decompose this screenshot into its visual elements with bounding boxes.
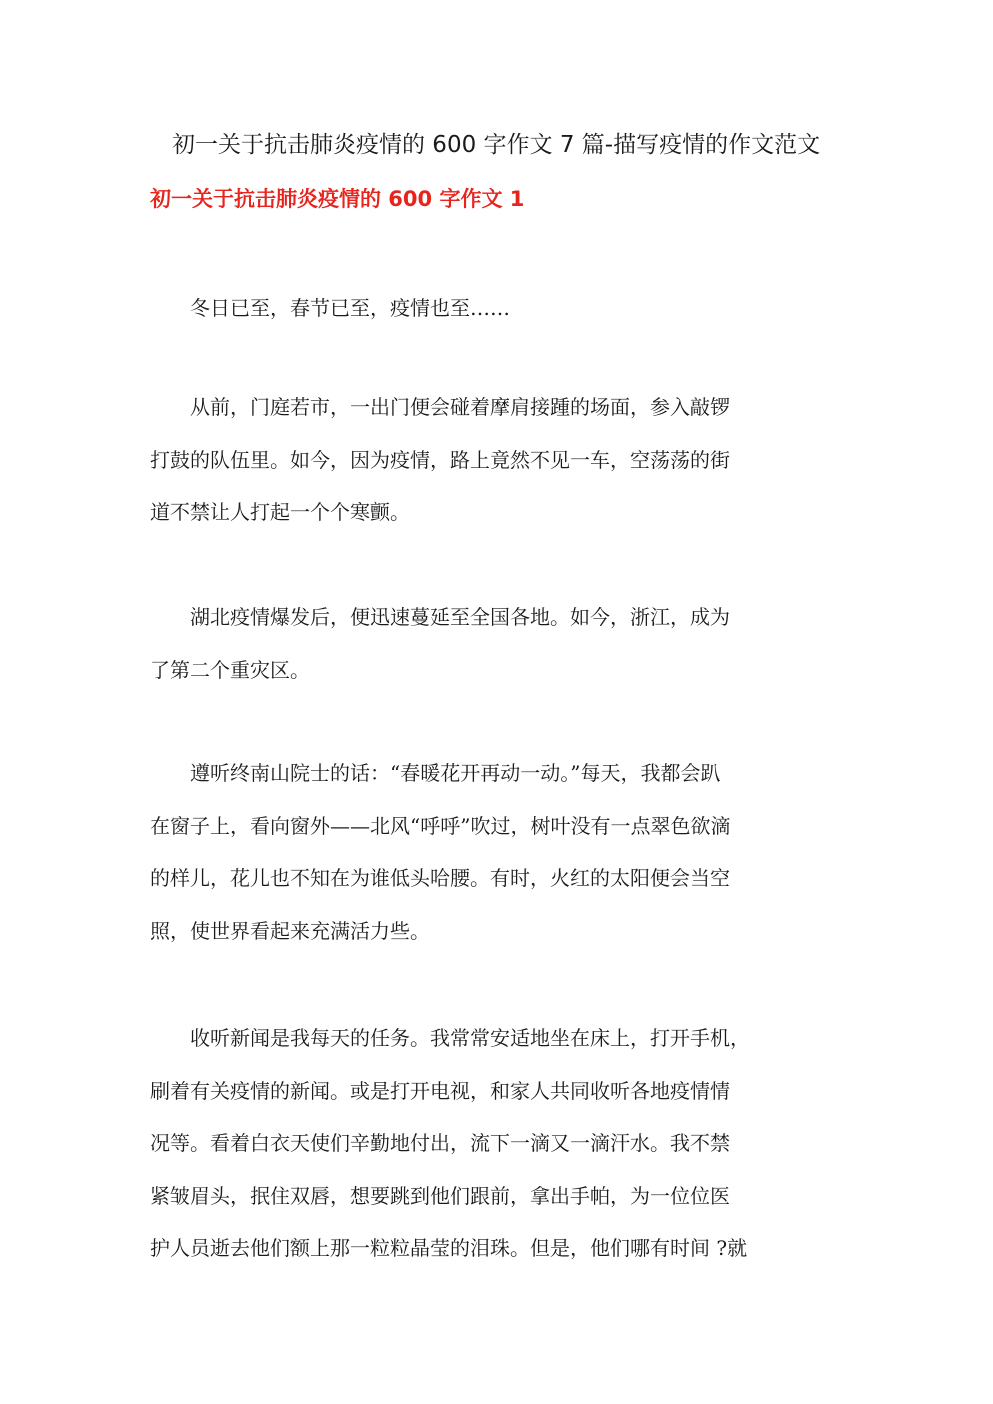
paragraph-2 <box>150 381 850 539</box>
paragraph-1 <box>150 282 850 335</box>
paragraph-line: 的样儿，花儿也不知在为谁低头哈腰。有时，火红的太阳便会当空 <box>150 866 730 890</box>
paragraph-line: 遵听终南山院士的话：“春暖花开再动一动。”每天，我都会趴 <box>190 761 721 785</box>
paragraph-3 <box>150 591 850 696</box>
paragraph-line: 照，使世界看起来充满活力些。 <box>150 918 430 943</box>
paragraph-line: 打鼓的队伍里。如今，因为疫情，路上竟然不见一车，空荡荡的街 <box>150 447 730 472</box>
document-title: 初一关于抗击肺炎疫情的 600 字作文 7 篇-描写疫情的作文范文 <box>172 132 821 158</box>
paragraph-line: 收听新闻是我每天的任务。我常常安适地坐在床上，打开手机， <box>190 1026 750 1050</box>
paragraph-4 <box>150 747 850 957</box>
paragraph-line: 了第二个重灾区。 <box>150 657 310 682</box>
paragraph-5 <box>150 1012 850 1275</box>
section-heading: 初一关于抗击肺炎疫情的 600 字作文 1 <box>150 187 525 211</box>
paragraph-line: 紧皱眉头，抿住双唇，想要跳到他们跟前，拿出手帕，为一位位医 <box>150 1183 730 1208</box>
paragraph-line: 从前，门庭若市，一出门便会碰着摩肩接踵的场面，参入敲锣 <box>190 395 730 419</box>
paragraph-line: 刷着有关疫情的新闻。或是打开电视，和家人共同收听各地疫情情 <box>150 1078 730 1103</box>
paragraph-line: 护人员逝去他们额上那一粒粒晶莹的泪珠。但是，他们哪有时间 ?就 <box>150 1236 748 1260</box>
paragraph-line: 湖北疫情爆发后，便迅速蔓延至全国各地。如今，浙江，成为 <box>190 605 730 629</box>
paragraph-line: 况等。看着白衣天使们辛勤地付出，流下一滴又一滴汗水。我不禁 <box>150 1131 730 1155</box>
paragraph-line: 在窗子上，看向窗外——北风“呼呼”吹过，树叶没有一点翠色欲滴 <box>150 813 731 838</box>
paragraph-line: 冬日已至，春节已至，疫情也至…… <box>190 296 510 320</box>
paragraph-line: 道不禁让人打起一个个寒颤。 <box>150 500 410 524</box>
